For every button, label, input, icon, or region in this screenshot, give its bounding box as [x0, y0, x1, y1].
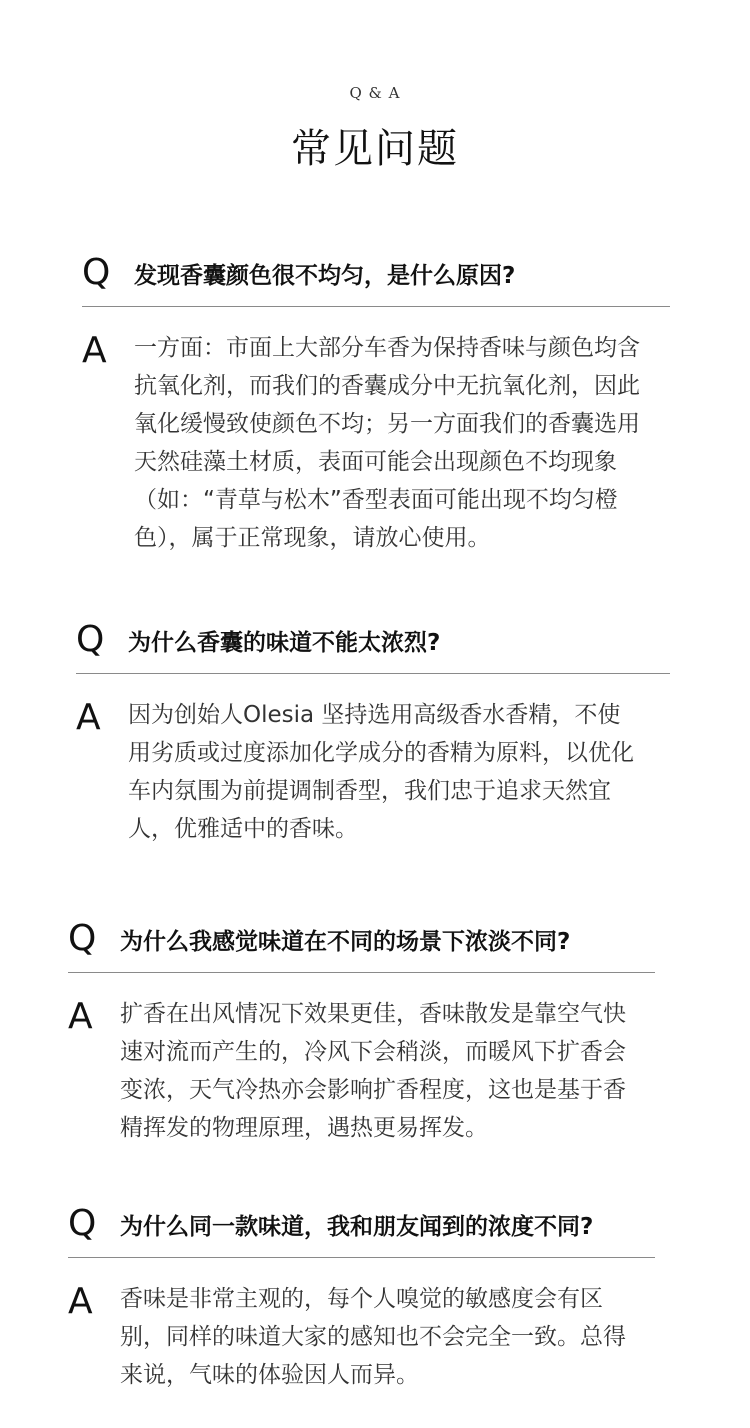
question-text: 为什么同一款味道，我和朋友闻到的浓度不同? — [120, 1213, 594, 1240]
question-marker: Q — [76, 619, 105, 660]
answer-marker: A — [76, 697, 101, 738]
question-text: 为什么香囊的味道不能太浓烈? — [128, 629, 441, 656]
faq-item — [82, 248, 670, 557]
question-marker: Q — [68, 1203, 97, 1244]
answer-text: 一方面：市面上大部分车香为保持香味与颜色均含抗氧化剂，而我们的香囊成分中无抗氧化剂，因此氧化缓慢致使颜色不均；另一方面我们的香囊选用天然硅藻土材质，表面可能会出现颜色不均现象（如：“青草与松木”香型表面可能出现不均匀橙色），属于正常现象，请放心使用。 — [134, 335, 640, 551]
faq-item — [68, 1199, 655, 1394]
divider — [68, 972, 655, 973]
question-row — [68, 914, 655, 964]
question-text: 发现香囊颜色很不均匀，是什么原因? — [134, 262, 516, 289]
answer-marker: A — [68, 996, 93, 1037]
answer-row — [68, 995, 655, 1147]
divider — [76, 673, 670, 674]
faq-item — [76, 615, 670, 848]
divider — [82, 306, 670, 307]
answer-row — [82, 329, 670, 557]
question-row — [76, 615, 670, 665]
answer-row — [68, 1280, 655, 1394]
answer-row — [76, 696, 670, 848]
answer-text: 因为创始人Olesia 坚持选用高级香水香精，不使用劣质或过度添加化学成分的香精为原料，以优化车内氛围为前提调制香型，我们忠于追求天然宜人，优雅适中的香味。 — [128, 702, 634, 842]
divider — [68, 1257, 655, 1258]
answer-text: 香味是非常主观的，每个人嗅觉的敏感度会有区别，同样的味道大家的感知也不会完全一致。总得来说，气味的体验因人而异。 — [120, 1286, 626, 1388]
question-row — [68, 1199, 655, 1249]
question-marker: Q — [82, 252, 111, 293]
page-title: 常见问题 — [291, 126, 459, 172]
answer-marker: A — [82, 330, 107, 371]
question-row — [82, 248, 670, 298]
section-kicker: Q & A — [349, 84, 401, 102]
faq-item — [68, 914, 655, 1147]
answer-text: 扩香在出风情况下效果更佳，香味散发是靠空气快速对流而产生的，冷风下会稍淡，而暖风下扩香会变浓，天气冷热亦会影响扩香程度，这也是基于香精挥发的物理原理，遇热更易挥发。 — [120, 1001, 626, 1141]
question-text: 为什么我感觉味道在不同的场景下浓淡不同? — [120, 928, 571, 955]
answer-marker: A — [68, 1281, 93, 1322]
question-marker: Q — [68, 918, 97, 959]
